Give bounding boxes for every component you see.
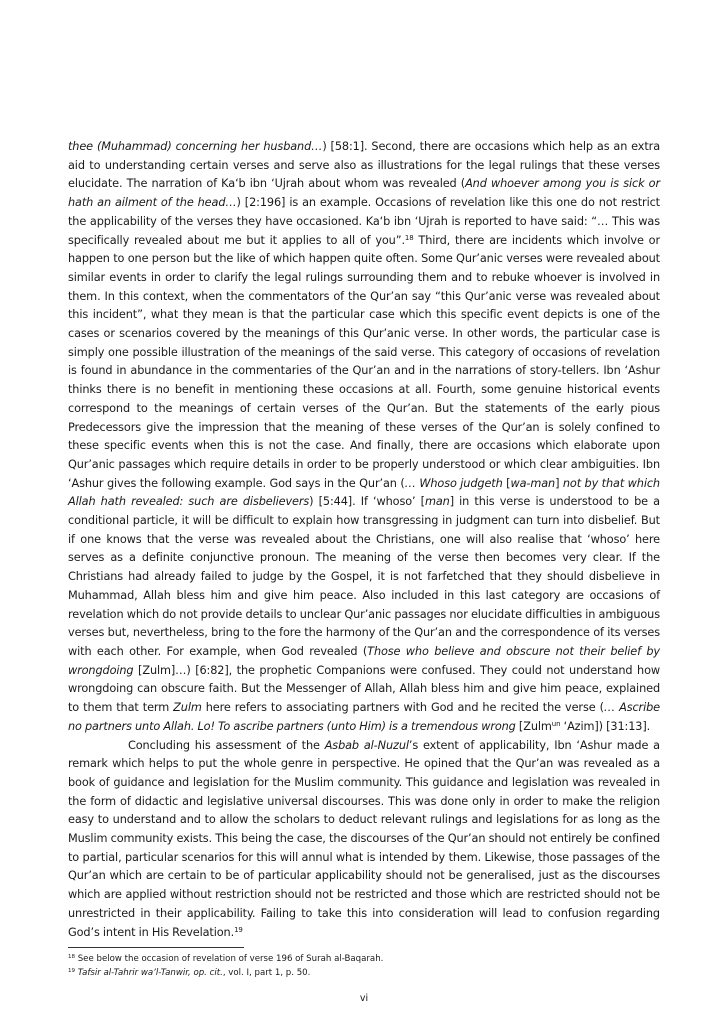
superscript-ref: 18 [404, 233, 414, 242]
footnote-18 [68, 953, 660, 967]
footnotes [68, 953, 660, 980]
italic-run: … Whoso judgeth [404, 476, 507, 490]
text-run: See below the occasion of revelation of verse 196 of Surah al-Baqarah. [75, 954, 384, 964]
italic-run: wa-man [510, 476, 556, 490]
text-run: [ [506, 476, 511, 490]
italic-run: man [424, 495, 450, 509]
superscript-ref: 19 [234, 925, 243, 934]
body-text [68, 138, 660, 942]
footnote-19 [68, 967, 660, 981]
text-run: ] in this verse is understood to be a conditional particle, it will be difficult to explain how transgressing in judgment can turn into disbelief. But if one knows that the verse was revealed about the Christians, one will also realise that ‘whoso’ here serves as a definite conjunctive pronoun. The meaning of the verse then becomes very clear. If the Christians had already failed to judge by the Gospel, it is not farfetched that they should disbelieve in Muhammad, Allah bless him and give him peace. Also included in this last category are occasions of revelation which do not provide details to unclear Qur’anic passages nor elucidate difficulties in ambiguous verses but, nevertheless, bring to the fore the harmony of the Qur’an and the correspondence of its verses with each other. For example, when God revealed ( [68, 495, 660, 658]
italic-run: … Ascribe no partners unto Allah. Lo! To ascribe partners (unto Him) is a tremendous wrong [68, 701, 660, 733]
text-run: ) [2:196] is an example. Occasions of revelation like this one do not restrict the applicability of the verses they have occasioned. Ka‘b ibn ‘Ujrah is reported to have said: “… This was specifically revealed about me but it applies to all of you”. [68, 196, 660, 247]
italic-run: Tafsir al-Tahrir wa’l-Tanwir, op. cit. [77, 967, 223, 978]
page-number: vi [359, 993, 369, 1004]
text-run: , vol. I, part 1, p. 50. [222, 967, 311, 978]
text-run: ) [58:1]. Second, there are occasions which help as an extra aid to understanding certain verses and serve also as illustrations for the legal rulings that these verses elucidate. The narration of Ka‘b ibn ‘Ujrah about whom was revealed ( [68, 140, 660, 191]
text-run: ) [5:44]. If ‘whoso’ [ [309, 495, 425, 509]
text-run: ‘Azim]) [31:13]. [560, 719, 651, 733]
superscript-ref: un [551, 719, 561, 728]
italic-run: Those who believe and obscure not their belief by wrongdoing [68, 644, 660, 677]
paragraph-1 [68, 138, 660, 737]
text-run: Concluding his assessment of the [128, 738, 325, 752]
text-run: ] [555, 476, 563, 490]
text-run: Third, there are incidents which involve or happen to one person but the like of which happen quite often. Some Qur’anic verses were revealed about similar events in order to clarify the legal rulings surrounding them and to rebuke whoever is involved in them. In this context, when the commentators of the Qur’an say “this Qur’anic verse was revealed about this incident”, what they mean is that the particular case which this specific event depicts is one of the cases or scenarios covered by the meanings of this Qur’anic verse. In other words, the particular case is simply one possible illustration of the meanings of the said verse. This category of occasions of revelation is found in abundance in the commentaries of the Qur’an and in the narrations of story-tellers. Ibn ‘Ashur thinks there is no benefit in mentioning these occasions at all. Fourth, some genuine historical events correspond to the meanings of certain verses of the Qur’an. But the statements of the early pious Predecessors give the impression that the meaning of these verses of the Qur’an is solely confined to these specific events when this is not the case. And finally, there are occasions which elaborate upon Qur’anic passages which require details in order to be properly understood or which clear ambiguities. Ibn ‘Ashur gives the following example. God says in the Qur’an ( [68, 233, 660, 490]
italic-run: And whoever among you is sick or hath an ailment of the head… [68, 177, 660, 210]
paragraph-2 [68, 737, 660, 943]
superscript-ref: 18 [68, 954, 75, 960]
text-run: [Zulm]…) [6:82], the prophetic Companions were confused. They could not understand how wrongdoing can obscure faith. But the Messenger of Allah, Allah bless him and give him peace, explained to them that term [68, 663, 660, 715]
italic-run: not by that which Allah hath revealed: such are disbelievers [68, 476, 660, 509]
text-run: [Zulm [515, 719, 552, 733]
italic-run: Zulm [173, 701, 202, 715]
text-run: ’s extent of applicability, Ibn ‘Ashur made a remark which helps to put the whole genre in perspective. He opined that the Qur’an was revealed as a book of guidance and legislation for the Muslim community. This guidance and legislation was revealed in the form of didactic and legislative universal discourses. This was done only in order to make the religion easy to understand and to allow the scholars to deduct relevant rulings and legislations for as long as the Muslim community exists. This being the case, the discourses of the Qur’an should not entirely be confined to partial, particular scenarios for this will annul what is intended by them. Likewise, those passages of the Qur’an which are certain to be of particular applicability should not be generalised, just as the discourses which are applied without restriction should not be restricted and those which are restricted should not be unrestricted in their applicability. Failing to take this into consideration will lead to confusion regarding God’s intent in His Revelation. [68, 738, 660, 939]
superscript-ref: 19 [68, 967, 75, 974]
text-run: here refers to associating partners with God and he recited the verse ( [201, 701, 604, 715]
italic-run: thee (Muhammad) concerning her husband… [68, 140, 323, 153]
footnote-divider [68, 947, 244, 948]
italic-run: Asbab al-Nuzul [324, 738, 409, 752]
